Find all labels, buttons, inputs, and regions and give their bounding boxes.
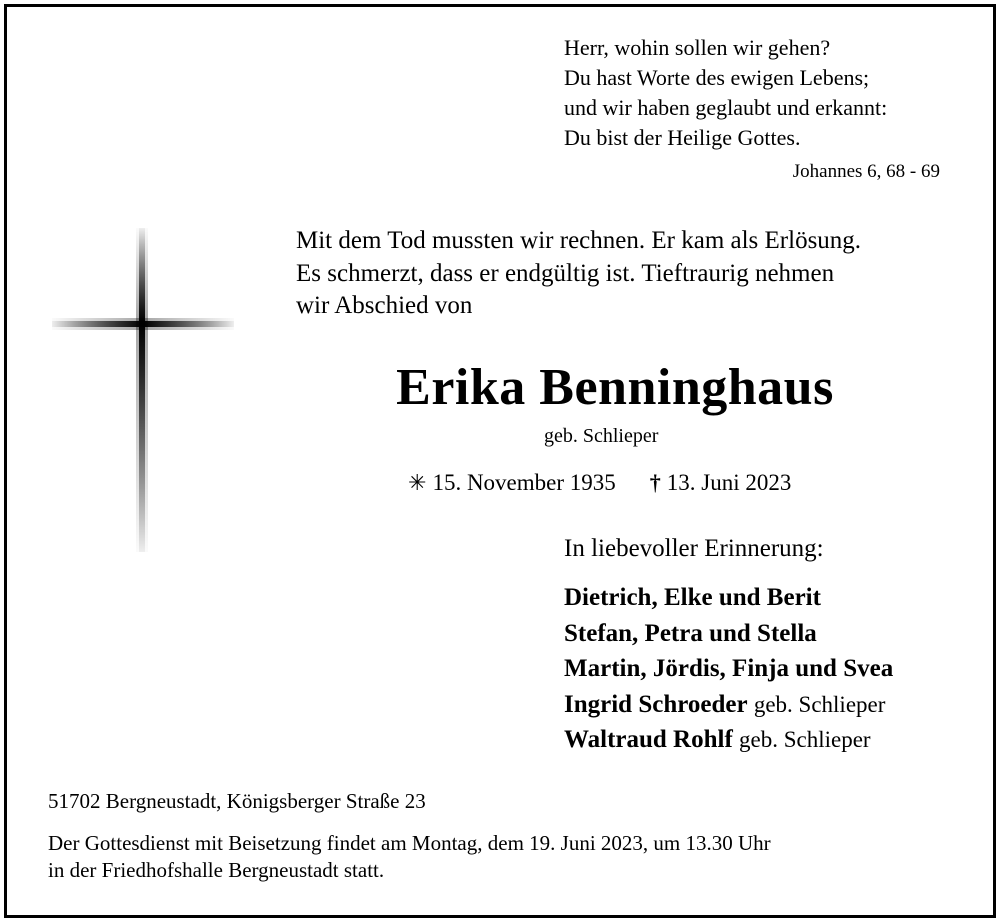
birth-star-icon: ✳ (408, 470, 427, 495)
mourner-entry (564, 580, 893, 616)
verse-line: Du hast Worte des ewigen Lebens; (564, 65, 870, 90)
service-info (48, 830, 771, 884)
death-cross-icon: † (649, 470, 661, 495)
birth-date: 15. November 1935 (432, 470, 616, 495)
service-line: in der Friedhofshalle Bergneustadt statt. (48, 858, 385, 882)
deceased-name: Erika Benninghaus (396, 359, 834, 416)
intro-line: Mit dem Tod mussten wir rechnen. Er kam als Erlösung. (296, 227, 862, 254)
mourner-maiden-name: geb. Schlieper (753, 691, 886, 717)
service-line: Der Gottesdienst mit Beisetzung findet am Montag, dem 19. Juni 2023, um 13.30 Uhr (48, 831, 771, 855)
mourners-list (564, 580, 893, 758)
address: 51702 Bergneustadt, Königsberger Straße 23 (48, 789, 426, 813)
death-date: 13. Juni 2023 (666, 470, 792, 495)
verse-line: Herr, wohin sollen wir gehen? (564, 35, 831, 60)
mourner-entry (564, 687, 893, 723)
intro-line: Es schmerzt, dass er endgültig ist. Tieftraurig nehmen (296, 259, 835, 287)
mourner-entry (564, 722, 893, 758)
mourner-name: Ingrid Schroeder (564, 690, 748, 718)
mourner-entry (564, 651, 893, 687)
life-dates (408, 470, 791, 496)
bible-verse (564, 33, 887, 153)
maiden-name: geb. Schlieper (544, 425, 659, 447)
mourner-name: Dietrich, Elke und Berit (564, 584, 821, 611)
mourner-name: Martin, Jördis, Finja und Svea (564, 655, 894, 682)
mourner-name: Waltraud Rohlf (564, 726, 733, 753)
intro-line: wir Abschied von (296, 292, 473, 319)
verse-line: Du bist der Heilige Gottes. (564, 125, 801, 150)
verse-line: und wir haben geglaubt und erkannt: (564, 95, 888, 120)
mourner-entry (564, 616, 893, 652)
memory-label: In liebevoller Erinnerung: (564, 535, 824, 562)
mourner-maiden-name: geb. Schlieper (739, 727, 871, 752)
mourner-name: Stefan, Petra und Stella (564, 619, 817, 647)
verse-source: Johannes 6, 68 - 69 (792, 161, 940, 182)
intro-text (296, 225, 861, 323)
